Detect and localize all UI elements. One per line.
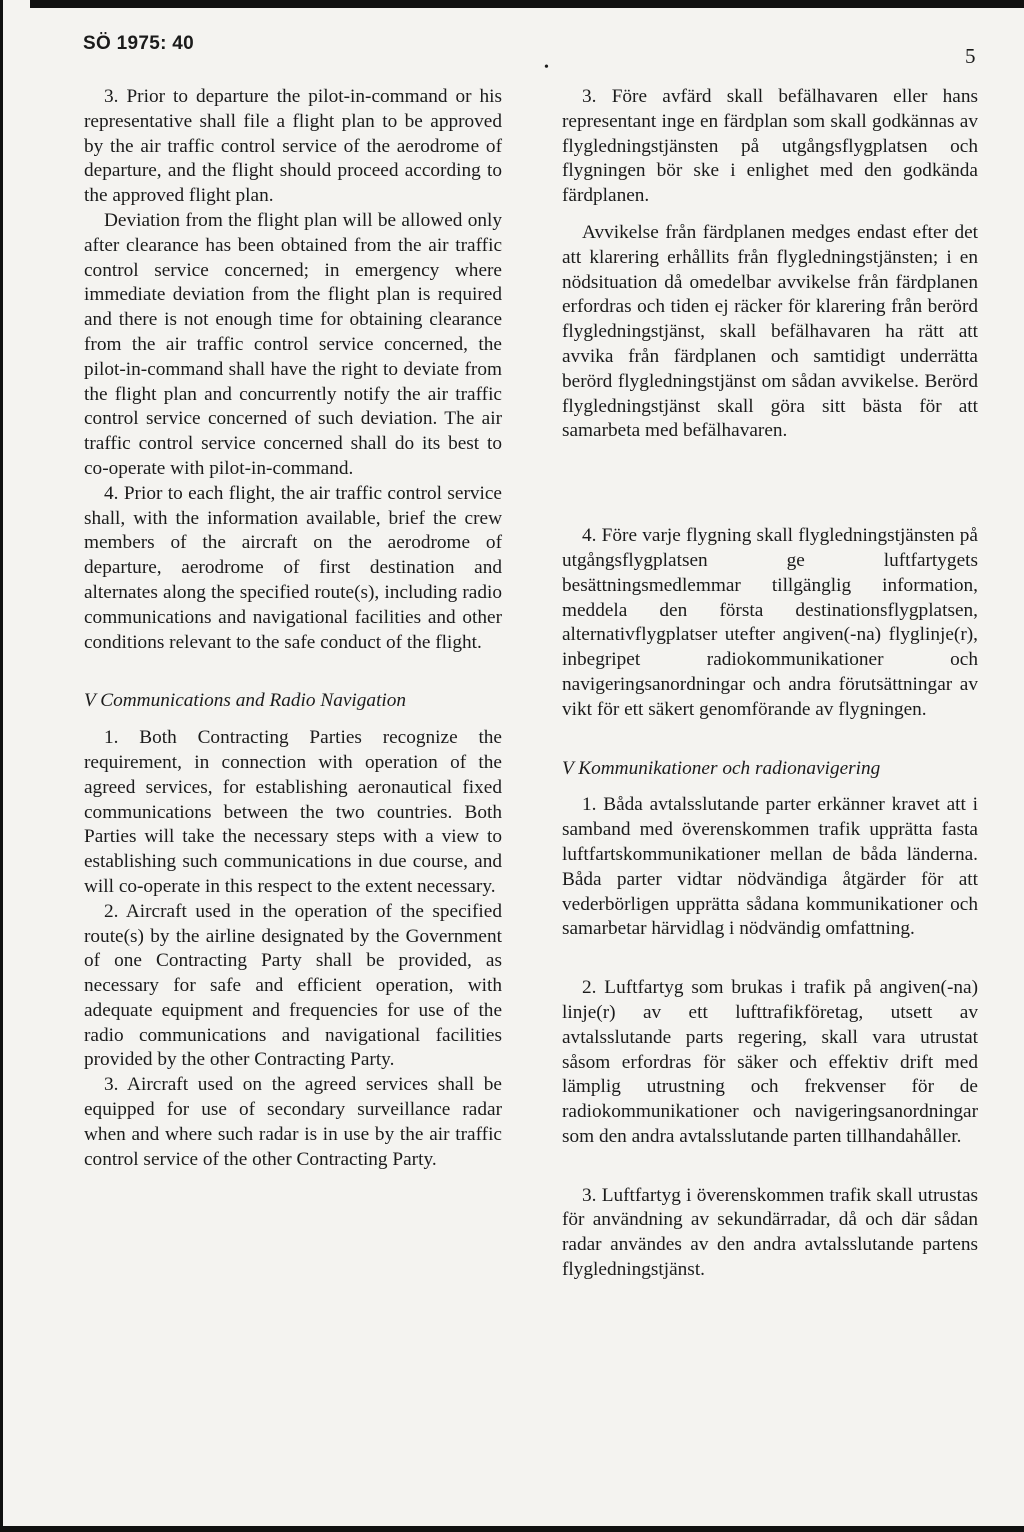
article-3-deviation-paragraph: Deviation from the flight plan will be allowed only after clearance has been obtained from the air traffic control service concerned; in emergency where immediate deviation from the flight plan is required and there is not enough time for obtaining clearance from the air traffic control service concerned, the pilot-in-command shall have the right to deviate from the flight plan and concurrently notify the air traffic control service concerned of such deviation. The air traffic control service concerned shall do its best to co-operate with pilot-in-command. bbox=[84, 209, 502, 479]
document-reference: SÖ 1975: 40 bbox=[83, 33, 195, 54]
section-v-item-3: 3. Aircraft used on the agreed services shall be equipped for use of secondary surveillance radar when and where such radar is in use by the air traffic control service of the other Contracting Party. bbox=[84, 1074, 502, 1170]
article-3-paragraph: 3. Prior to departure the pilot-in-command or his representative shall file a flight plan to be approved by the air traffic control service of the aerodrome of departure, and the flight should proceed according to the approved flight plan. bbox=[84, 86, 502, 207]
section-v-item-1: 1. Both Contracting Parties recognize the requirement, in connection with operation of the agreed services, for establishing aeronautical fixed communications between the two countries. Both Parties will take the necessary steps with a view to establishing such communications in due course, and will co-operate in this respect to the extent necessary. bbox=[84, 727, 502, 897]
top-border-rule bbox=[30, 0, 1024, 8]
page-number: 5 bbox=[965, 44, 976, 68]
section-heading: V Communications and Radio Navigation bbox=[84, 690, 407, 712]
section-v-item-2: 2. Aircraft used in the operation of the specified route(s) by the airline designated by the Government of one Contracting Party shall be provided, as necessary for safe and efficient operation, with adequate equipment and frequencies for use of the radio communications and navigational facilities provided by the other Contracting Party. bbox=[84, 900, 502, 1071]
section-v-item-2: 2. Luftfartyg som brukas i trafik på angiven(-na) linje(r) av ett lufttrafikföretag, utsett av avtalsslutande parts regering, skall vara utrustat såsom erfordras för säker och effektiv drift med lämplig utrustning och frekvenser för de radiokommunikationer och navigeringsanordningar som den andra avtalsslutande parten tillhandahåller. bbox=[562, 977, 978, 1147]
article-4-paragraph: 4. Före varje flygning skall flygledningstjänsten på utgångsflygplatsen ge luftfartygets besättningsmedlemmar tillgänglig information, meddela den första destinationsflygplatsen, alternativflygplatser utefter angiven(-na) flyglinje(r), inbegripet radiokommunikationer och navigeringsanordningar och andra förutsättningar av vikt för ett säkert genomförande av flygningen. bbox=[562, 525, 978, 720]
article-3-deviation-paragraph: Avvikelse från färdplanen medges endast efter det att klarering erhållits från flygledningstjänsten; i en nödsituation då omedelbar avvikelse från färdplanen erfordras och tiden ej räcker för klarering från berörd flygledningstjänst, skall befälhavaren ha rätt att avvika från färdplanen och samtidigt underrätta berörd flygledningstjänst om sådan avvikelse. Berörd flygledningstjänst skall göra sitt bästa för att samarbeta med befälhavaren. bbox=[562, 221, 978, 442]
page-mark: • bbox=[544, 60, 549, 75]
section-v-item-3: 3. Luftfartyg i överenskommen trafik skall utrustas för användning av sekundärradar, då och där sådan radar användes av den andra avtalsslutande partens flygledningstjänst. bbox=[562, 1184, 978, 1281]
swedish-column bbox=[562, 85, 978, 1283]
article-3-paragraph: 3. Före avfärd skall befälhavaren eller hans representant inge en färdplan som skall godkännas av flygledningstjänsten på utgångsflygplatsen och flygningen bör ske i enlighet med den godkända färdplanen. bbox=[562, 86, 978, 207]
left-border-rule bbox=[0, 0, 3, 1532]
article-4-paragraph: 4. Prior to each flight, the air traffic control service shall, with the information available, brief the crew members of the aircraft on the aerodrome of departure, aerodrome of first destination and alternates along the specified route(s), including radio communications and navigational facilities and other conditions relevant to the safe conduct of the flight. bbox=[84, 482, 502, 653]
section-heading: V Kommunikationer och radionavigering bbox=[562, 757, 881, 779]
section-v-item-1: 1. Båda avtalsslutande parter erkänner kravet att i samband med överenskommen trafik upprätta fasta luftfartskommunikationer mellan de båda länderna. Båda parter vidtar nödvändiga åtgärder för att vederbörligen upprätta sådana kommunikationer och samarbetar härvidlag i nödvändig omfattning. bbox=[562, 794, 978, 940]
english-column bbox=[84, 85, 502, 1172]
bottom-border-rule bbox=[0, 1526, 1024, 1532]
